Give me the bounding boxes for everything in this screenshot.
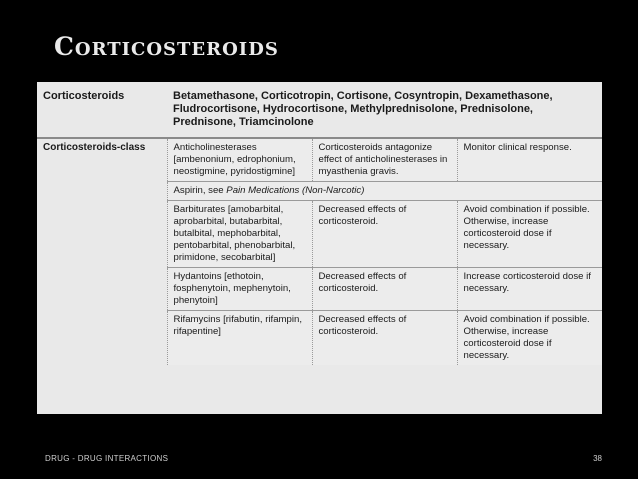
interaction-management: Avoid combination if possible. Otherwise, increase corticosteroid dose if necessary. [457, 311, 602, 366]
cross-reference-link: Pain Medications (Non-Narcotic) [226, 185, 365, 196]
interaction-management: Monitor clinical response. [457, 138, 602, 182]
cross-reference-prefix: Aspirin, see [173, 185, 227, 196]
class-label: Corticosteroids-class [37, 138, 167, 365]
header-label: Corticosteroids [37, 82, 167, 138]
interaction-management: Avoid combination if possible. Otherwise, increase corticosteroid dose if necessary. [457, 201, 602, 268]
interaction-effect: Decreased effects of corticosteroid. [312, 311, 457, 366]
table-header-row [37, 82, 602, 138]
interaction-effect: Corticosteroids antagonize effect of anticholinesterases in myasthenia gravis. [312, 138, 457, 182]
table-row [37, 138, 602, 182]
slide-title: Corticosteroids [54, 32, 279, 61]
interacting-drug: Rifamycins [rifabutin, rifampin, rifapentine] [167, 311, 312, 366]
interacting-drug: Anticholinesterases [ambenonium, edrophonium, neostigmine, pyridostigmine] [167, 138, 312, 182]
interaction-management: Increase corticosteroid dose if necessary. [457, 268, 602, 311]
interaction-effect: Decreased effects of corticosteroid. [312, 201, 457, 268]
interacting-drug: Barbiturates [amobarbital, aprobarbital, butabarbital, butalbital, mephobarbital, pentobarbital, phenobarbital, primidone, secobarbital] [167, 201, 312, 268]
header-drug-list: Betamethasone, Corticotropin, Cortisone, Cosyntropin, Dexamethasone, Fludrocortisone, Hydrocortisone, Methylprednisolone, Prednisolone, Prednisone, Triamcinolone [167, 82, 602, 138]
cross-reference [167, 182, 602, 201]
footer-text: DRUG - DRUG INTERACTIONS [45, 454, 169, 463]
interaction-table [37, 82, 602, 414]
interaction-effect: Decreased effects of corticosteroid. [312, 268, 457, 311]
interacting-drug: Hydantoins [ethotoin, fosphenytoin, mephenytoin, phenytoin] [167, 268, 312, 311]
page-number: 38 [593, 454, 602, 463]
